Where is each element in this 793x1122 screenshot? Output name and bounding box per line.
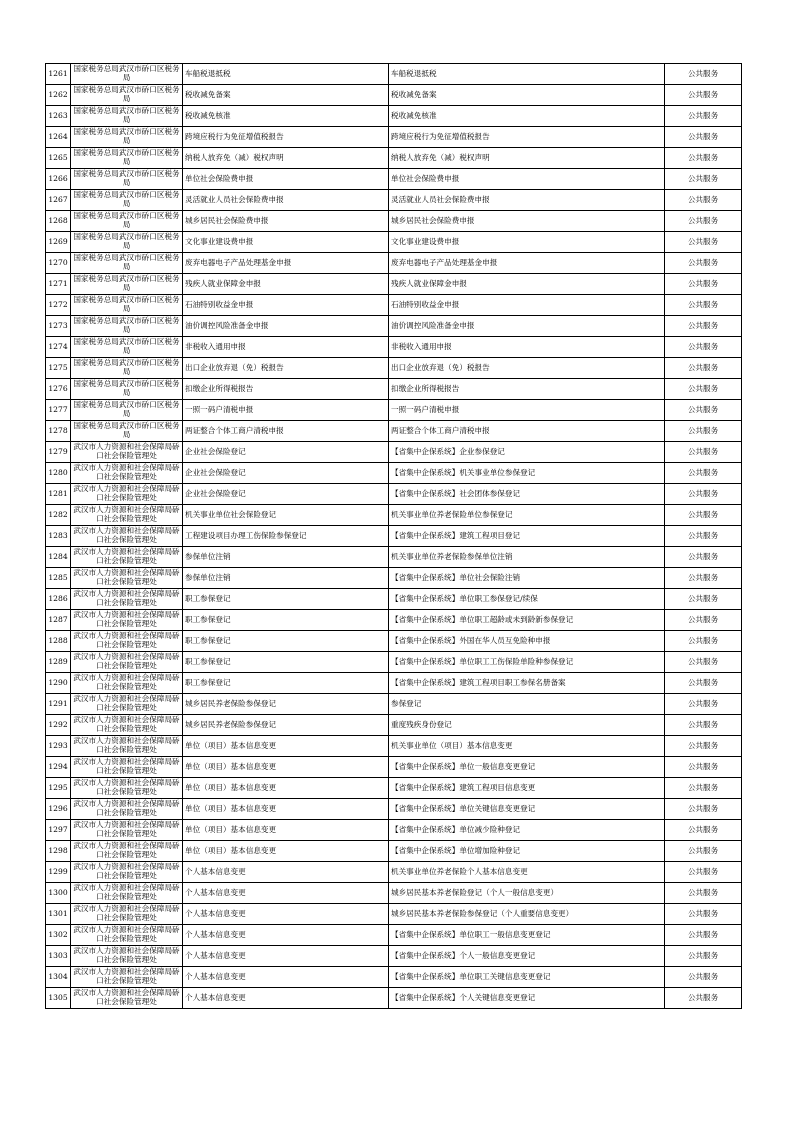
row-number: 1293 [46, 736, 71, 757]
table-row [46, 673, 742, 694]
row-number: 1262 [46, 85, 71, 106]
department-cell: 国家税务总局武汉市硚口区税务局 [71, 232, 183, 253]
table-row [46, 967, 742, 988]
row-number: 1304 [46, 967, 71, 988]
row-number: 1268 [46, 211, 71, 232]
sub-item-cell: 【省集中企保系统】单位社会保险注销 [389, 568, 665, 589]
department-cell: 武汉市人力资源和社会保障局硚口社会保险管理处 [71, 820, 183, 841]
sub-item-cell: 税收减免备案 [389, 85, 665, 106]
table-row [46, 757, 742, 778]
table-row [46, 274, 742, 295]
row-number: 1289 [46, 652, 71, 673]
row-number: 1295 [46, 778, 71, 799]
table-row [46, 589, 742, 610]
department-cell: 武汉市人力资源和社会保障局硚口社会保险管理处 [71, 988, 183, 1009]
department-cell: 国家税务总局武汉市硚口区税务局 [71, 64, 183, 85]
row-number: 1301 [46, 904, 71, 925]
table-row [46, 799, 742, 820]
table-row [46, 988, 742, 1009]
row-number: 1300 [46, 883, 71, 904]
row-number: 1271 [46, 274, 71, 295]
sub-item-cell: 单位社会保险费申报 [389, 169, 665, 190]
row-number: 1287 [46, 610, 71, 631]
service-item-cell: 油价调控风险准备金申报 [183, 316, 389, 337]
sub-item-cell: 残疾人就业保障金申报 [389, 274, 665, 295]
department-cell: 武汉市人力资源和社会保障局硚口社会保险管理处 [71, 631, 183, 652]
service-type-cell: 公共服务 [665, 715, 742, 736]
service-type-cell: 公共服务 [665, 337, 742, 358]
table-row [46, 505, 742, 526]
row-number: 1270 [46, 253, 71, 274]
service-type-cell: 公共服务 [665, 841, 742, 862]
service-item-cell: 个人基本信息变更 [183, 946, 389, 967]
sub-item-cell: 车船税退抵税 [389, 64, 665, 85]
service-type-cell: 公共服务 [665, 526, 742, 547]
sub-item-cell: 【省集中企保系统】机关事业单位参保登记 [389, 463, 665, 484]
service-item-cell: 个人基本信息变更 [183, 988, 389, 1009]
department-cell: 武汉市人力资源和社会保障局硚口社会保险管理处 [71, 673, 183, 694]
row-number: 1275 [46, 358, 71, 379]
service-type-cell: 公共服务 [665, 946, 742, 967]
sub-item-cell: 灵活就业人员社会保险费申报 [389, 190, 665, 211]
sub-item-cell: 一照一码户清税申报 [389, 400, 665, 421]
sub-item-cell: 【省集中企保系统】企业参保登记 [389, 442, 665, 463]
service-item-cell: 石油特别收益金申报 [183, 295, 389, 316]
department-cell: 武汉市人力资源和社会保障局硚口社会保险管理处 [71, 568, 183, 589]
table-row [46, 253, 742, 274]
department-cell: 武汉市人力资源和社会保障局硚口社会保险管理处 [71, 862, 183, 883]
sub-item-cell: 【省集中企保系统】个人一般信息变更登记 [389, 946, 665, 967]
department-cell: 国家税务总局武汉市硚口区税务局 [71, 274, 183, 295]
sub-item-cell: 【省集中企保系统】单位一般信息变更登记 [389, 757, 665, 778]
sub-item-cell: 非税收入通用申报 [389, 337, 665, 358]
service-item-cell: 跨境应税行为免征增值税报告 [183, 127, 389, 148]
service-item-cell: 扣缴企业所得税报告 [183, 379, 389, 400]
row-number: 1291 [46, 694, 71, 715]
service-type-cell: 公共服务 [665, 295, 742, 316]
sub-item-cell: 扣缴企业所得税报告 [389, 379, 665, 400]
sub-item-cell: 出口企业放弃退（免）税报告 [389, 358, 665, 379]
table-row [46, 568, 742, 589]
department-cell: 武汉市人力资源和社会保障局硚口社会保险管理处 [71, 967, 183, 988]
row-number: 1261 [46, 64, 71, 85]
row-number: 1278 [46, 421, 71, 442]
service-item-cell: 单位（项目）基本信息变更 [183, 778, 389, 799]
table-row [46, 484, 742, 505]
table-row [46, 925, 742, 946]
service-type-cell: 公共服务 [665, 358, 742, 379]
table-row [46, 64, 742, 85]
department-cell: 武汉市人力资源和社会保障局硚口社会保险管理处 [71, 610, 183, 631]
sub-item-cell: 石油特别收益金申报 [389, 295, 665, 316]
service-type-cell: 公共服务 [665, 253, 742, 274]
table-row [46, 820, 742, 841]
department-cell: 武汉市人力资源和社会保障局硚口社会保险管理处 [71, 715, 183, 736]
sub-item-cell: 【省集中企保系统】建筑工程项目登记 [389, 526, 665, 547]
row-number: 1288 [46, 631, 71, 652]
service-item-cell: 税收减免核准 [183, 106, 389, 127]
table-row [46, 295, 742, 316]
service-item-cell: 企业社会保险登记 [183, 442, 389, 463]
department-cell: 武汉市人力资源和社会保障局硚口社会保险管理处 [71, 547, 183, 568]
department-cell: 国家税务总局武汉市硚口区税务局 [71, 127, 183, 148]
service-item-cell: 两证整合个体工商户清税申报 [183, 421, 389, 442]
service-type-cell: 公共服务 [665, 736, 742, 757]
table-row [46, 862, 742, 883]
service-type-cell: 公共服务 [665, 421, 742, 442]
row-number: 1298 [46, 841, 71, 862]
service-type-cell: 公共服务 [665, 64, 742, 85]
service-type-cell: 公共服务 [665, 778, 742, 799]
department-cell: 武汉市人力资源和社会保障局硚口社会保险管理处 [71, 946, 183, 967]
service-item-cell: 工程建设项目办理工伤保险参保登记 [183, 526, 389, 547]
row-number: 1273 [46, 316, 71, 337]
row-number: 1296 [46, 799, 71, 820]
service-type-cell: 公共服务 [665, 400, 742, 421]
sub-item-cell: 【省集中企保系统】单位职工超龄或未到龄新参保登记 [389, 610, 665, 631]
service-type-cell: 公共服务 [665, 148, 742, 169]
row-number: 1285 [46, 568, 71, 589]
service-type-cell: 公共服务 [665, 442, 742, 463]
service-item-cell: 车船税退抵税 [183, 64, 389, 85]
service-item-cell: 个人基本信息变更 [183, 925, 389, 946]
row-number: 1299 [46, 862, 71, 883]
sub-item-cell: 【省集中企保系统】建筑工程项目信息变更 [389, 778, 665, 799]
row-number: 1265 [46, 148, 71, 169]
table-row [46, 85, 742, 106]
department-cell: 武汉市人力资源和社会保障局硚口社会保险管理处 [71, 652, 183, 673]
sub-item-cell: 【省集中企保系统】单位职工一般信息变更登记 [389, 925, 665, 946]
service-item-cell: 城乡居民养老保险参保登记 [183, 694, 389, 715]
row-number: 1286 [46, 589, 71, 610]
service-type-cell: 公共服务 [665, 799, 742, 820]
sub-item-cell: 跨境应税行为免征增值税报告 [389, 127, 665, 148]
department-cell: 武汉市人力资源和社会保障局硚口社会保险管理处 [71, 799, 183, 820]
service-item-cell: 单位（项目）基本信息变更 [183, 736, 389, 757]
table-row [46, 526, 742, 547]
department-cell: 国家税务总局武汉市硚口区税务局 [71, 148, 183, 169]
service-item-cell: 个人基本信息变更 [183, 883, 389, 904]
table-row [46, 841, 742, 862]
table-body [46, 64, 742, 1009]
sub-item-cell: 城乡居民社会保险费申报 [389, 211, 665, 232]
service-item-cell: 参保单位注销 [183, 568, 389, 589]
service-item-cell: 职工参保登记 [183, 652, 389, 673]
service-type-cell: 公共服务 [665, 85, 742, 106]
service-type-cell: 公共服务 [665, 883, 742, 904]
department-cell: 武汉市人力资源和社会保障局硚口社会保险管理处 [71, 694, 183, 715]
row-number: 1272 [46, 295, 71, 316]
service-item-cell: 单位（项目）基本信息变更 [183, 841, 389, 862]
row-number: 1267 [46, 190, 71, 211]
sub-item-cell: 文化事业建设费申报 [389, 232, 665, 253]
table-row [46, 778, 742, 799]
service-type-cell: 公共服务 [665, 316, 742, 337]
service-type-cell: 公共服务 [665, 757, 742, 778]
table-row [46, 463, 742, 484]
row-number: 1302 [46, 925, 71, 946]
sub-item-cell: 【省集中企保系统】单位职工工伤保险单险种参保登记 [389, 652, 665, 673]
service-type-cell: 公共服务 [665, 904, 742, 925]
sub-item-cell: 油价调控风险准备金申报 [389, 316, 665, 337]
sub-item-cell: 【省集中企保系统】单位减少险种登记 [389, 820, 665, 841]
table-row [46, 946, 742, 967]
service-type-cell: 公共服务 [665, 925, 742, 946]
service-item-cell: 非税收入通用申报 [183, 337, 389, 358]
department-cell: 国家税务总局武汉市硚口区税务局 [71, 295, 183, 316]
department-cell: 武汉市人力资源和社会保障局硚口社会保险管理处 [71, 484, 183, 505]
row-number: 1274 [46, 337, 71, 358]
department-cell: 国家税务总局武汉市硚口区税务局 [71, 169, 183, 190]
table-row [46, 127, 742, 148]
sub-item-cell: 【省集中企保系统】单位增加险种登记 [389, 841, 665, 862]
service-type-cell: 公共服务 [665, 379, 742, 400]
table-row [46, 715, 742, 736]
service-type-cell: 公共服务 [665, 673, 742, 694]
service-type-cell: 公共服务 [665, 232, 742, 253]
service-type-cell: 公共服务 [665, 211, 742, 232]
service-type-cell: 公共服务 [665, 127, 742, 148]
department-cell: 武汉市人力资源和社会保障局硚口社会保险管理处 [71, 463, 183, 484]
department-cell: 国家税务总局武汉市硚口区税务局 [71, 400, 183, 421]
row-number: 1290 [46, 673, 71, 694]
sub-item-cell: 城乡居民基本养老保险登记（个人一般信息变更） [389, 883, 665, 904]
department-cell: 国家税务总局武汉市硚口区税务局 [71, 253, 183, 274]
service-item-cell: 单位社会保险费申报 [183, 169, 389, 190]
service-table [45, 63, 742, 1009]
service-item-cell: 一照一码户清税申报 [183, 400, 389, 421]
service-type-cell: 公共服务 [665, 106, 742, 127]
service-type-cell: 公共服务 [665, 463, 742, 484]
table-row [46, 631, 742, 652]
row-number: 1264 [46, 127, 71, 148]
table-row [46, 211, 742, 232]
table-row [46, 904, 742, 925]
service-item-cell: 城乡居民养老保险参保登记 [183, 715, 389, 736]
department-cell: 武汉市人力资源和社会保障局硚口社会保险管理处 [71, 736, 183, 757]
table-row [46, 547, 742, 568]
table-row [46, 442, 742, 463]
row-number: 1284 [46, 547, 71, 568]
sub-item-cell: 机关事业单位养老保险参保单位注销 [389, 547, 665, 568]
row-number: 1294 [46, 757, 71, 778]
table-row [46, 148, 742, 169]
row-number: 1281 [46, 484, 71, 505]
table-row [46, 379, 742, 400]
service-item-cell: 职工参保登记 [183, 610, 389, 631]
department-cell: 武汉市人力资源和社会保障局硚口社会保险管理处 [71, 883, 183, 904]
table-row [46, 337, 742, 358]
sub-item-cell: 重度残疾身份登记 [389, 715, 665, 736]
department-cell: 国家税务总局武汉市硚口区税务局 [71, 421, 183, 442]
service-item-cell: 残疾人就业保障金申报 [183, 274, 389, 295]
table-row [46, 652, 742, 673]
service-type-cell: 公共服务 [665, 505, 742, 526]
service-type-cell: 公共服务 [665, 484, 742, 505]
sub-item-cell: 【省集中企保系统】外国在华人员互免险种申报 [389, 631, 665, 652]
service-item-cell: 出口企业放弃退（免）税报告 [183, 358, 389, 379]
service-item-cell: 灵活就业人员社会保险费申报 [183, 190, 389, 211]
table-row [46, 610, 742, 631]
service-item-cell: 个人基本信息变更 [183, 967, 389, 988]
department-cell: 武汉市人力资源和社会保障局硚口社会保险管理处 [71, 757, 183, 778]
service-type-cell: 公共服务 [665, 820, 742, 841]
sub-item-cell: 【省集中企保系统】单位职工关键信息变更登记 [389, 967, 665, 988]
table-row [46, 169, 742, 190]
sub-item-cell: 机关事业单位养老保险单位参保登记 [389, 505, 665, 526]
department-cell: 国家税务总局武汉市硚口区税务局 [71, 85, 183, 106]
department-cell: 武汉市人力资源和社会保障局硚口社会保险管理处 [71, 841, 183, 862]
department-cell: 武汉市人力资源和社会保障局硚口社会保险管理处 [71, 589, 183, 610]
department-cell: 国家税务总局武汉市硚口区税务局 [71, 337, 183, 358]
table-row [46, 883, 742, 904]
service-item-cell: 纳税人放弃免（减）税权声明 [183, 148, 389, 169]
service-type-cell: 公共服务 [665, 547, 742, 568]
row-number: 1276 [46, 379, 71, 400]
service-item-cell: 废弃电器电子产品处理基金申报 [183, 253, 389, 274]
sub-item-cell: 【省集中企保系统】社会团体参保登记 [389, 484, 665, 505]
sub-item-cell: 【省集中企保系统】建筑工程项目职工参保名册备案 [389, 673, 665, 694]
service-item-cell: 单位（项目）基本信息变更 [183, 757, 389, 778]
row-number: 1292 [46, 715, 71, 736]
sub-item-cell: 参保登记 [389, 694, 665, 715]
row-number: 1269 [46, 232, 71, 253]
department-cell: 国家税务总局武汉市硚口区税务局 [71, 358, 183, 379]
row-number: 1303 [46, 946, 71, 967]
department-cell: 武汉市人力资源和社会保障局硚口社会保险管理处 [71, 778, 183, 799]
sub-item-cell: 废弃电器电子产品处理基金申报 [389, 253, 665, 274]
service-type-cell: 公共服务 [665, 652, 742, 673]
service-item-cell: 单位（项目）基本信息变更 [183, 799, 389, 820]
table-row [46, 421, 742, 442]
department-cell: 国家税务总局武汉市硚口区税务局 [71, 190, 183, 211]
department-cell: 国家税务总局武汉市硚口区税务局 [71, 211, 183, 232]
row-number: 1263 [46, 106, 71, 127]
sub-item-cell: 纳税人放弃免（减）税权声明 [389, 148, 665, 169]
service-type-cell: 公共服务 [665, 589, 742, 610]
row-number: 1279 [46, 442, 71, 463]
service-item-cell: 企业社会保险登记 [183, 463, 389, 484]
service-type-cell: 公共服务 [665, 169, 742, 190]
department-cell: 武汉市人力资源和社会保障局硚口社会保险管理处 [71, 505, 183, 526]
department-cell: 武汉市人力资源和社会保障局硚口社会保险管理处 [71, 526, 183, 547]
table-row [46, 358, 742, 379]
service-type-cell: 公共服务 [665, 190, 742, 211]
sub-item-cell: 两证整合个体工商户清税申报 [389, 421, 665, 442]
table-row [46, 736, 742, 757]
department-cell: 国家税务总局武汉市硚口区税务局 [71, 316, 183, 337]
department-cell: 国家税务总局武汉市硚口区税务局 [71, 379, 183, 400]
service-item-cell: 城乡居民社会保险费申报 [183, 211, 389, 232]
service-type-cell: 公共服务 [665, 568, 742, 589]
service-item-cell: 职工参保登记 [183, 631, 389, 652]
service-item-cell: 个人基本信息变更 [183, 862, 389, 883]
sub-item-cell: 【省集中企保系统】单位职工参保登记/续保 [389, 589, 665, 610]
table-row [46, 190, 742, 211]
service-item-cell: 税收减免备案 [183, 85, 389, 106]
service-type-cell: 公共服务 [665, 610, 742, 631]
sub-item-cell: 税收减免核准 [389, 106, 665, 127]
service-item-cell: 个人基本信息变更 [183, 904, 389, 925]
service-item-cell: 企业社会保险登记 [183, 484, 389, 505]
service-type-cell: 公共服务 [665, 967, 742, 988]
service-item-cell: 文化事业建设费申报 [183, 232, 389, 253]
table-row [46, 694, 742, 715]
row-number: 1266 [46, 169, 71, 190]
department-cell: 武汉市人力资源和社会保障局硚口社会保险管理处 [71, 442, 183, 463]
service-item-cell: 参保单位注销 [183, 547, 389, 568]
sub-item-cell: 机关事业单位养老保险个人基本信息变更 [389, 862, 665, 883]
service-item-cell: 职工参保登记 [183, 673, 389, 694]
row-number: 1277 [46, 400, 71, 421]
table-row [46, 400, 742, 421]
sub-item-cell: 机关事业单位（项目）基本信息变更 [389, 736, 665, 757]
service-type-cell: 公共服务 [665, 694, 742, 715]
row-number: 1282 [46, 505, 71, 526]
service-item-cell: 机关事业单位社会保险登记 [183, 505, 389, 526]
department-cell: 国家税务总局武汉市硚口区税务局 [71, 106, 183, 127]
row-number: 1280 [46, 463, 71, 484]
sub-item-cell: 【省集中企保系统】个人关键信息变更登记 [389, 988, 665, 1009]
service-type-cell: 公共服务 [665, 988, 742, 1009]
service-type-cell: 公共服务 [665, 631, 742, 652]
row-number: 1297 [46, 820, 71, 841]
table-row [46, 106, 742, 127]
table-row [46, 316, 742, 337]
service-item-cell: 职工参保登记 [183, 589, 389, 610]
table-row [46, 232, 742, 253]
department-cell: 武汉市人力资源和社会保障局硚口社会保险管理处 [71, 925, 183, 946]
sub-item-cell: 城乡居民基本养老保险参保登记（个人重要信息变更） [389, 904, 665, 925]
service-type-cell: 公共服务 [665, 862, 742, 883]
row-number: 1305 [46, 988, 71, 1009]
row-number: 1283 [46, 526, 71, 547]
department-cell: 武汉市人力资源和社会保障局硚口社会保险管理处 [71, 904, 183, 925]
sub-item-cell: 【省集中企保系统】单位关键信息变更登记 [389, 799, 665, 820]
service-item-cell: 单位（项目）基本信息变更 [183, 820, 389, 841]
service-type-cell: 公共服务 [665, 274, 742, 295]
